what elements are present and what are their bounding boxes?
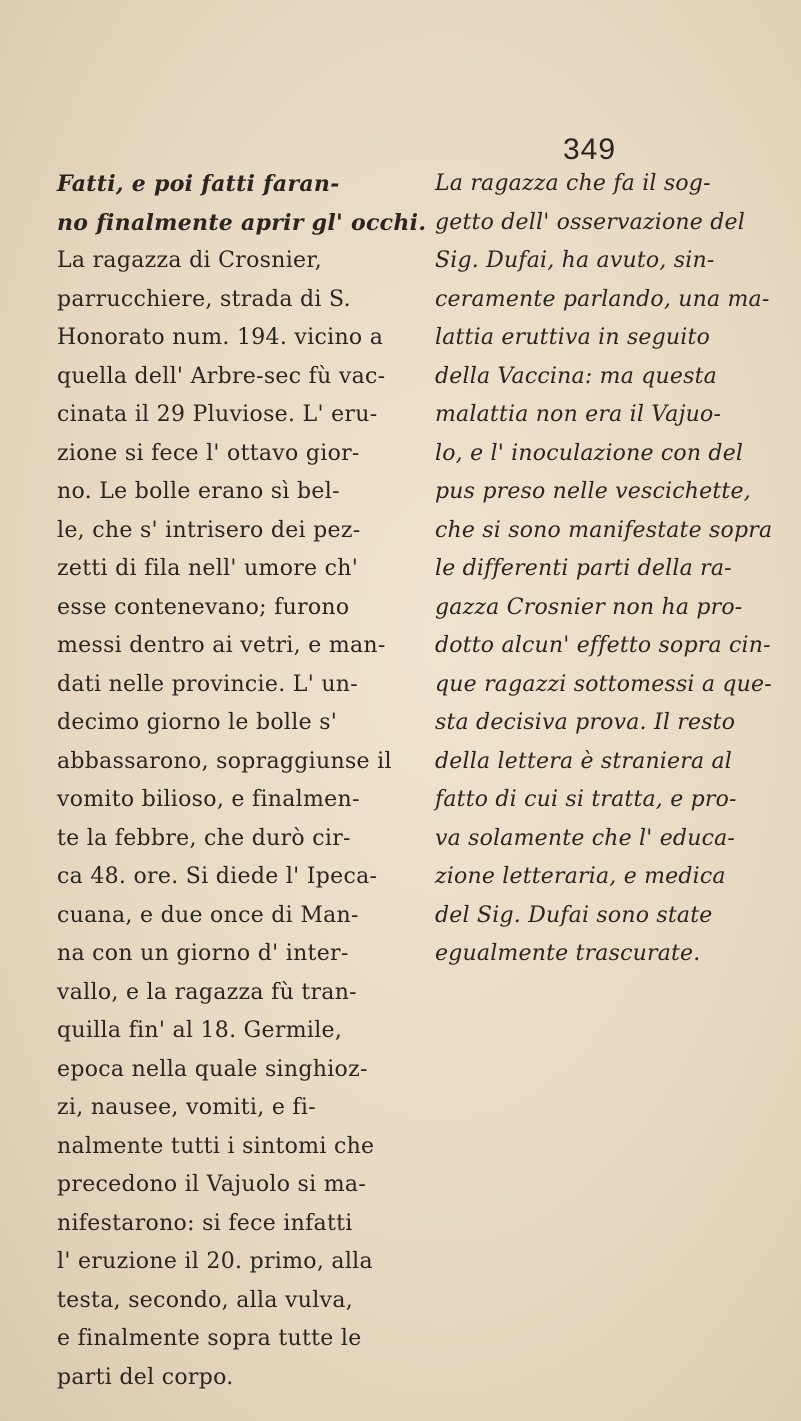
text-line: zi, nausee, vomiti, e fi-	[57, 1095, 316, 1120]
text-line: ca 48. ore. Si diede l' Ipeca-	[57, 864, 378, 889]
text-line: Sig. Dufai, ha avuto, sin-	[435, 248, 715, 273]
text-line: te la febbre, che durò cir-	[57, 825, 351, 851]
text-line: na con un giorno d' inter-	[57, 941, 349, 966]
text-line: no. Le bolle erano sì bel-	[57, 479, 340, 504]
text-line: che si sono manifestate sopra	[435, 517, 773, 543]
text-line: gazza Crosnier non ha pro-	[435, 594, 743, 620]
text-line: l' eruzione il 20. primo, alla	[57, 1249, 373, 1274]
text-line: della Vaccina: ma questa	[435, 363, 717, 389]
text-line: del Sig. Dufai sono state	[435, 902, 713, 928]
right-column	[435, 165, 787, 974]
text-line: egualmente trascurate.	[435, 941, 701, 966]
left-column	[57, 165, 427, 1397]
text-line: testa, secondo, alla vulva,	[57, 1287, 354, 1313]
text-line: precedono il Vajuolo si ma-	[57, 1172, 367, 1197]
text-line: le differenti parti della ra-	[435, 556, 732, 581]
text-line: nalmente tutti i sintomi che	[57, 1133, 375, 1159]
text-line: cinata il 29 Pluviose. L' eru-	[57, 402, 378, 427]
text-line: pus preso nelle vescichette,	[435, 479, 751, 504]
text-line: dati nelle provincie. L' un-	[57, 671, 359, 697]
text-line: zione letteraria, e medica	[435, 864, 726, 889]
text-line: ceramente parlando, una ma-	[435, 286, 770, 312]
text-line: zione si fece l' ottavo gior-	[57, 440, 360, 466]
text-line: La ragazza che fa il sog-	[435, 171, 711, 196]
text-line: sta decisiva prova. Il resto	[435, 710, 736, 735]
text-line: parti del corpo.	[57, 1364, 234, 1390]
text-line: messi dentro ai vetri, e man-	[57, 633, 386, 658]
text-line: della lettera è straniera al	[435, 748, 733, 774]
text-line: parrucchiere, strada di S.	[57, 286, 351, 312]
text-line: fatto di cui si tratta, e pro-	[435, 787, 737, 812]
text-line: quilla fin' al 18. Germile,	[57, 1018, 343, 1043]
text-line: getto dell' osservazione del	[435, 209, 745, 235]
page-number: 349	[563, 133, 617, 166]
text-line: Fatti, e poi fatti faran-	[57, 171, 340, 197]
text-line: le, che s' intrisero dei pez-	[57, 517, 361, 543]
text-line: que ragazzi sottomessi a que-	[435, 671, 772, 697]
text-line: cuana, e due once di Man-	[57, 902, 359, 928]
text-line: lattia eruttiva in seguito	[435, 325, 711, 350]
text-line: vallo, e la ragazza fù tran-	[57, 979, 357, 1005]
text-line: nifestarono: si fece infatti	[57, 1210, 353, 1236]
text-line: decimo giorno le bolle s'	[57, 710, 338, 735]
text-line: esse contenevano; furono	[57, 594, 350, 620]
text-line: La ragazza di Crosnier,	[57, 248, 323, 273]
text-line: dotto alcun' effetto sopra cin-	[435, 633, 771, 658]
text-line: quella dell' Arbre-sec fù vac-	[57, 363, 386, 389]
text-line: lo, e l' inoculazione con del	[435, 440, 744, 466]
text-line: malattia non era il Vajuo-	[435, 402, 722, 427]
text-line: abbassarono, sopraggiunse il	[57, 748, 392, 774]
text-line: e finalmente sopra tutte le	[57, 1326, 362, 1351]
text-line: no finalmente aprir gl' occhi.	[57, 209, 427, 236]
text-line: Honorato num. 194. vicino a	[57, 325, 384, 350]
text-line: va solamente che l' educa-	[435, 825, 736, 851]
text-line: epoca nella quale singhioz-	[57, 1056, 368, 1082]
text-line: vomito bilioso, e finalmen-	[57, 787, 360, 812]
text-line: zetti di fila nell' umore ch'	[57, 556, 359, 581]
